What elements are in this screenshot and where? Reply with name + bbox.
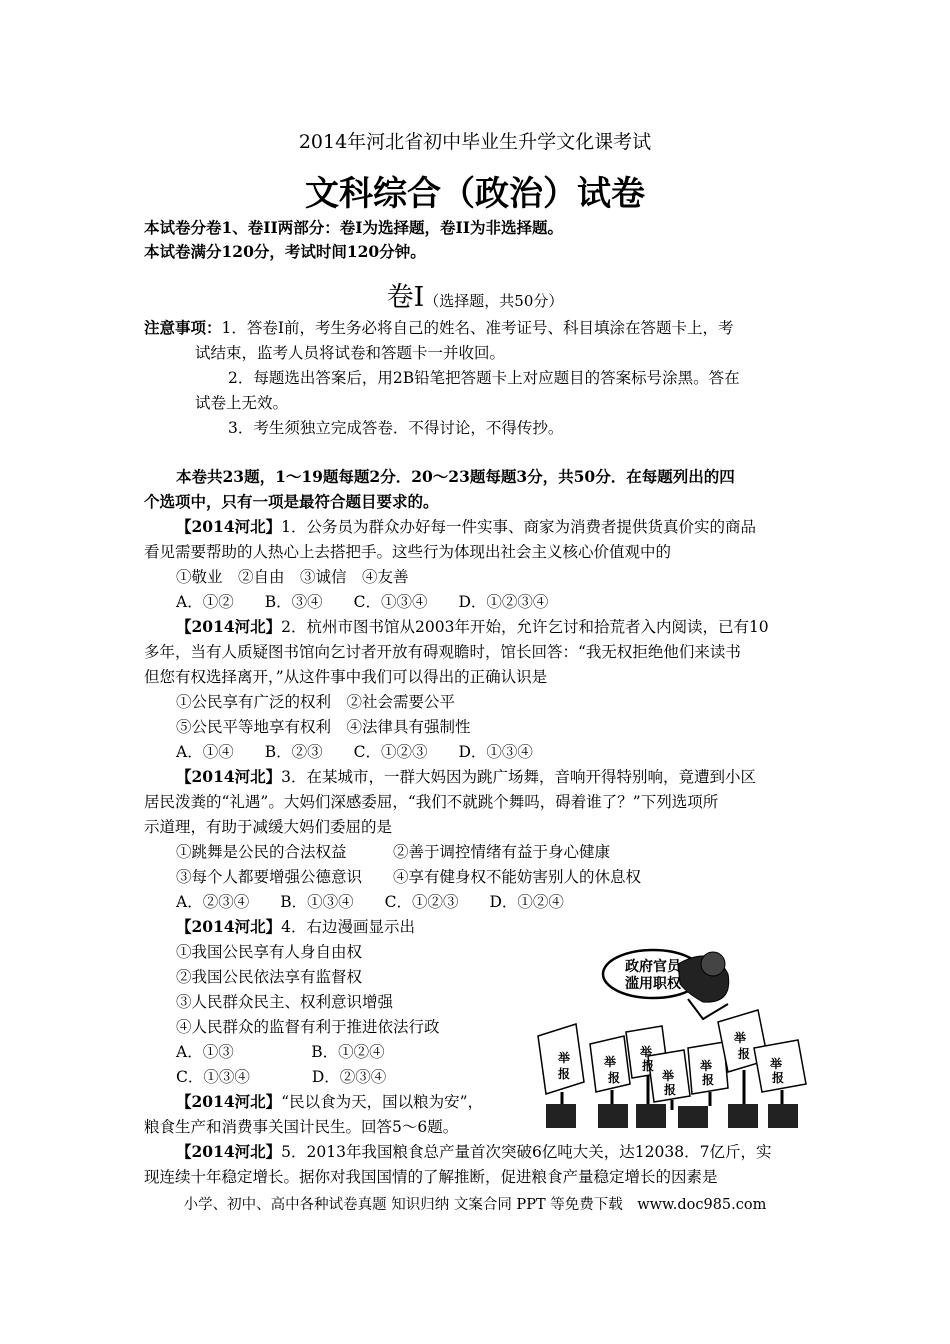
q2-line-1 [176, 616, 769, 638]
q3-line-4: ①跳舞是公民的合法权益 ②善于调控情绪有益于身心健康 [176, 843, 611, 861]
q4-line-4: ③人民群众民主、权利意识增强 [176, 993, 394, 1011]
q56-text-1: “民以食为天，国以粮为安”， [281, 1093, 483, 1111]
svg-text:举: 举 [604, 1055, 617, 1069]
section-line-2: 个选项中，只有一项是最符合题目要求的。 [144, 492, 439, 511]
q3-line-2: 居民泼粪的“礼遇”。大妈们深感委屈，“我们不就跳个舞吗，碍着谁了？”下列选项所 [144, 793, 719, 811]
svg-text:报: 报 [738, 1047, 751, 1061]
notice-label: 注意事项： [144, 318, 222, 337]
svg-text:报: 报 [558, 1067, 571, 1081]
notice-text-1: 1．答卷I前，考生务必将自己的姓名、准考证号、科目填涂在答题卡上，考 [221, 319, 734, 337]
q2-line-5: ⑤公民平等地享有权利 ④法律具有强制性 [176, 718, 471, 736]
q2-line-3: 但您有权选择离开，”从这件事中我们可以得出的正确认识是 [144, 668, 548, 686]
q1-text-1: 1．公务员为群众办好每一件实事、商家为消费者提供货真价实的商品 [281, 518, 757, 536]
q4-text-1: 4．右边漫画显示出 [281, 918, 416, 936]
official-figure [603, 950, 729, 1019]
cartoon-illustration [528, 944, 816, 1130]
q3-line-5: ③每个人都要增强公德意识 ④享有健身权不能妨害别人的休息权 [176, 868, 642, 886]
q56-line-2: 粮食生产和消费事关国计民生。回答5～6题。 [144, 1118, 459, 1136]
q4-tag: 【2014河北】 [176, 917, 282, 936]
subject-title: 文科综合（政治）试卷 [305, 174, 645, 214]
q2-line-2: 多年，当有人质疑图书馆向乞讨者开放有碍观瞻时，馆长回答：“我无权拒绝他们来读书 [144, 643, 741, 661]
q4-line-2: ①我国公民享有人身自由权 [176, 943, 363, 961]
svg-text:举: 举 [770, 1057, 783, 1071]
q4-line-3: ②我国公民依法享有监督权 [176, 968, 363, 986]
svg-text:举: 举 [662, 1069, 675, 1083]
bubble-text-2: 滥用职权 [625, 976, 681, 992]
juan-label: 卷Ⅰ [386, 282, 425, 313]
svg-text:举: 举 [700, 1059, 713, 1073]
q5-line-2: 现连续十年稳定增长。据你对我国国情的了解推断，促进粮食产量稳定增长的因素是 [144, 1168, 718, 1186]
svg-text:报: 报 [608, 1071, 621, 1085]
q1-tag: 【2014河北】 [176, 517, 282, 536]
footer-text: 小学、初中、高中各种试卷真题 知识归纳 文案合同 PPT 等免费下载 www.doc985.com [183, 1197, 767, 1213]
q4-options-2: C．①③④ D．②③④ [176, 1068, 387, 1086]
q56-tag: 【2014河北】 [176, 1092, 282, 1111]
q4-line-5: ④人民群众的监督有利于推进依法行政 [176, 1018, 440, 1036]
svg-text:举: 举 [640, 1045, 653, 1059]
q5-text-1: 5．2013年我国粮食总产量首次突破6亿吨大关，达12038．7亿斤，实 [281, 1143, 772, 1161]
q1-line-3: ①敬业 ②自由 ③诚信 ④友善 [176, 568, 409, 586]
bubble-text-1: 政府官员 [625, 959, 681, 975]
q2-tag: 【2014河北】 [176, 617, 282, 636]
q4-line-1 [176, 916, 415, 938]
juan-note: （选择题，共50分） [424, 292, 564, 310]
q2-options: A．①④ B．②③ C．①②③ D．①③④ [176, 743, 533, 761]
q3-line-3: 示道理，有助于减缓大妈们委屈的是 [144, 818, 393, 836]
intro-line-1: 本试卷分卷1、卷II两部分：卷I为选择题，卷II为非选择题。 [144, 218, 564, 237]
exam-title: 2014年河北省初中毕业生升学文化课考试 [298, 131, 652, 153]
q2-text-1: 2．杭州市图书馆从2003年开始，允许乞讨和拾荒者入内阅读，已有10 [281, 618, 769, 636]
q1-line-1 [176, 516, 756, 538]
juan-heading [0, 283, 950, 316]
svg-text:举: 举 [734, 1031, 747, 1045]
section-line-1: 本卷共23题，1～19题每题2分．20～23题每题3分，共50分．在每题列出的四 [176, 467, 735, 486]
q2-line-4: ①公民享有广泛的权利 ②社会需要公平 [176, 693, 456, 711]
q3-options: A．②③④ B．①③④ C．①②③ D．①②④ [176, 893, 564, 911]
q4-options-1: A．①③ B．①②④ [176, 1043, 385, 1061]
sign-label-1: 举 [558, 1051, 571, 1065]
q5-tag: 【2014河北】 [176, 1142, 282, 1161]
q5-line-1 [176, 1141, 771, 1163]
q1-line-2: 看见需要帮助的人热心上去搭把手。这些行为体现出社会主义核心价值观中的 [144, 543, 672, 561]
notice-line-1 [144, 317, 734, 339]
svg-text:报: 报 [702, 1073, 715, 1087]
q3-text-1: 3．在某城市，一群大妈因为跳广场舞，音响开得特别响，竟遭到小区 [281, 768, 757, 786]
notice-line-4: 试卷上无效。 [195, 394, 289, 412]
svg-text:报: 报 [642, 1059, 655, 1073]
q3-line-1 [176, 766, 756, 788]
notice-line-5: 3．考生须独立完成答卷．不得讨论，不得传抄。 [228, 419, 564, 437]
intro-line-2: 本试卷满分120分，考试时间120分钟。 [144, 242, 426, 261]
svg-text:报: 报 [664, 1083, 677, 1097]
q1-options: A．①② B．③④ C．①③④ D．①②③④ [176, 593, 549, 611]
q3-tag: 【2014河北】 [176, 767, 282, 786]
svg-text:报: 报 [772, 1071, 785, 1085]
notice-line-3: 2．每题选出答案后，用2B铅笔把答题卡上对应题目的答案标号涂黑。答在 [228, 369, 740, 387]
notice-line-2: 试结束，监考人员将试卷和答题卡一并收回。 [195, 344, 506, 362]
q56-line-1 [176, 1091, 483, 1113]
